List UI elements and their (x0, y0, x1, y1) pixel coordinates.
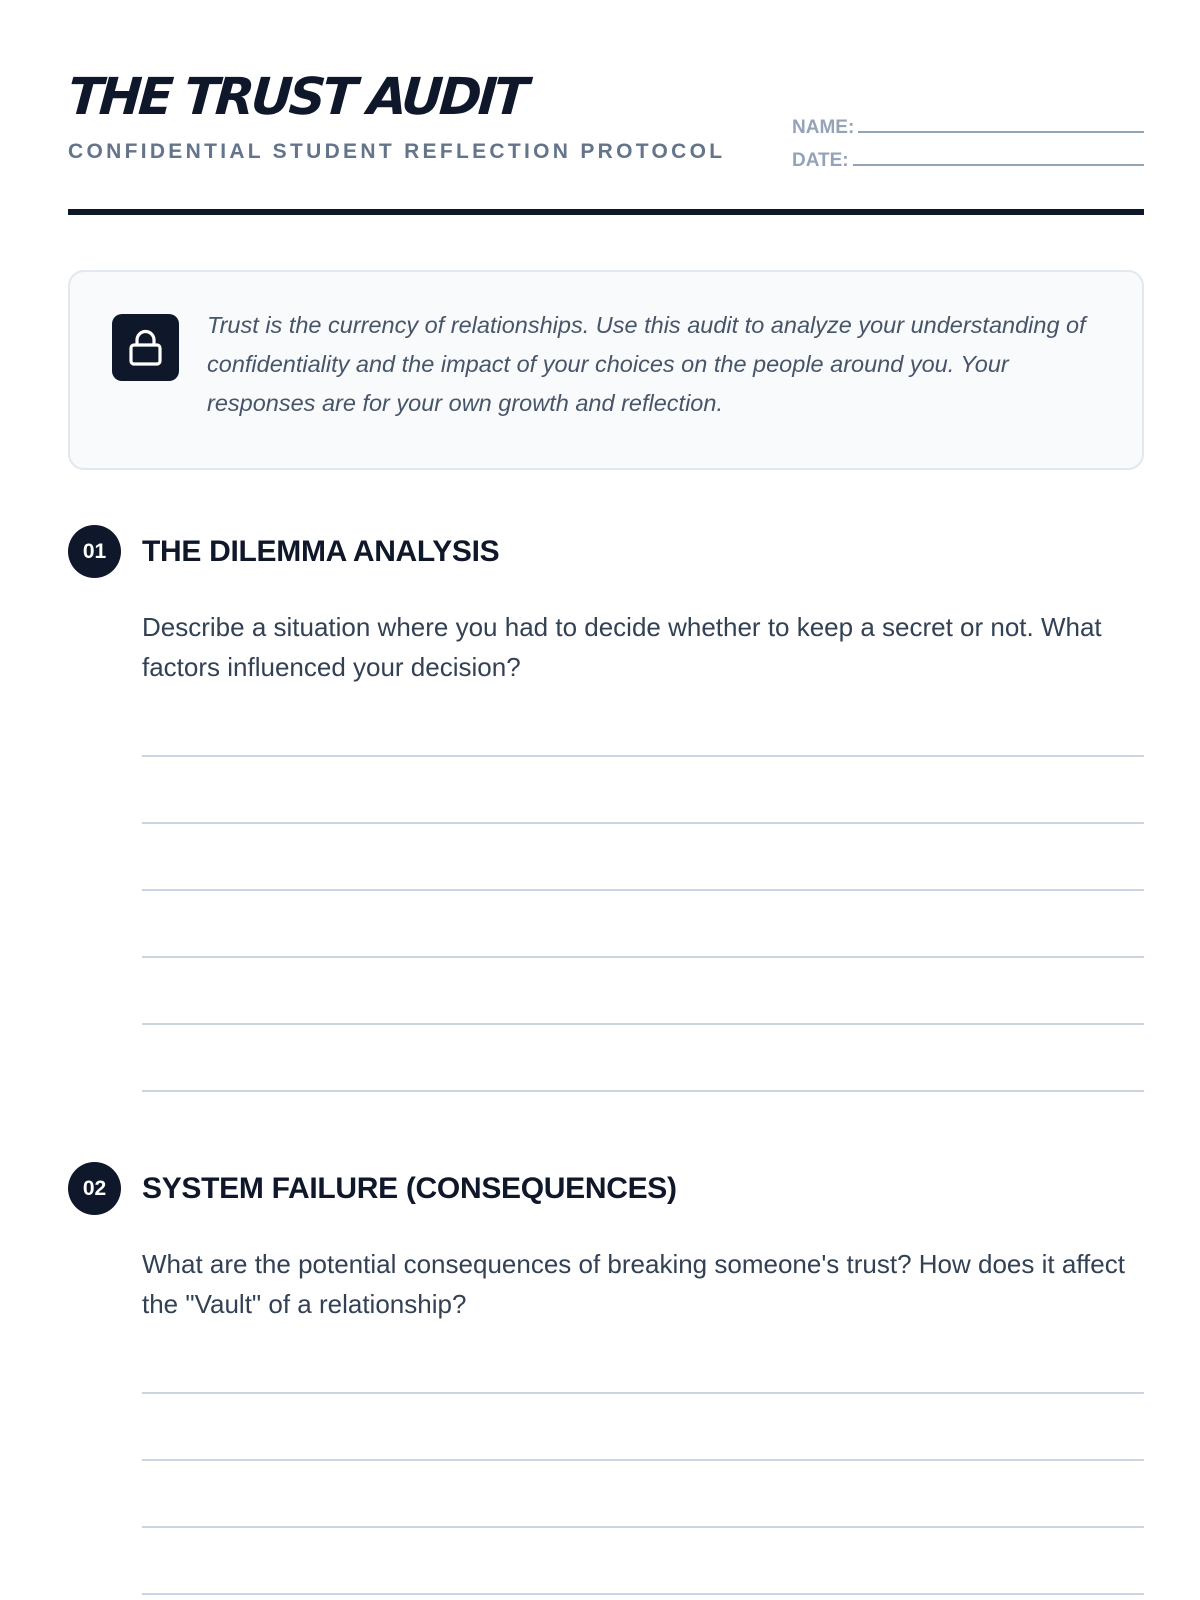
answer-line (142, 1392, 1144, 1394)
answer-line (142, 1023, 1144, 1025)
section-number-badge: 01 (68, 525, 121, 578)
answer-line (142, 1459, 1144, 1461)
section-prompt: What are the potential consequences of breaking someone's trust? How does it affect the "Vault" of a relationship? (142, 1249, 1125, 1319)
page-subtitle: CONFIDENTIAL STUDENT REFLECTION PROTOCOL (68, 140, 726, 163)
worksheet-header (65, 68, 1144, 171)
section-prompt: Describe a situation where you had to decide whether to keep a secret or not. What factors influenced your decision? (142, 612, 1102, 682)
student-info (792, 106, 1144, 172)
section-title: THE DILEMMA ANALYSIS (142, 535, 500, 568)
date-label: DATE: (792, 150, 849, 171)
answer-line (142, 755, 1144, 757)
answer-line (142, 1593, 1144, 1595)
name-row (792, 106, 1144, 139)
answer-line (142, 956, 1144, 958)
intro-panel (68, 270, 1144, 470)
date-row (792, 139, 1144, 172)
section-2 (68, 1162, 1144, 1600)
section-number-badge: 02 (68, 1162, 121, 1215)
answer-line (142, 1090, 1144, 1092)
page-title: THE TRUST AUDIT (65, 68, 528, 127)
lock-icon (112, 314, 179, 381)
header-divider (68, 209, 1144, 215)
answer-line (142, 822, 1144, 824)
answer-line (142, 1526, 1144, 1528)
section-title: SYSTEM FAILURE (CONSEQUENCES) (142, 1172, 677, 1205)
intro-text: Trust is the currency of relationships. Use this audit to analyze your understanding of confidentiality and the impact of your choices on the people around you. Your responses are for your own growth and reflection. (207, 312, 1086, 416)
answer-line (142, 889, 1144, 891)
name-field-line[interactable] (858, 131, 1144, 133)
section-1 (68, 525, 1144, 1105)
name-label: NAME: (792, 117, 855, 138)
date-field-line[interactable] (853, 164, 1144, 166)
